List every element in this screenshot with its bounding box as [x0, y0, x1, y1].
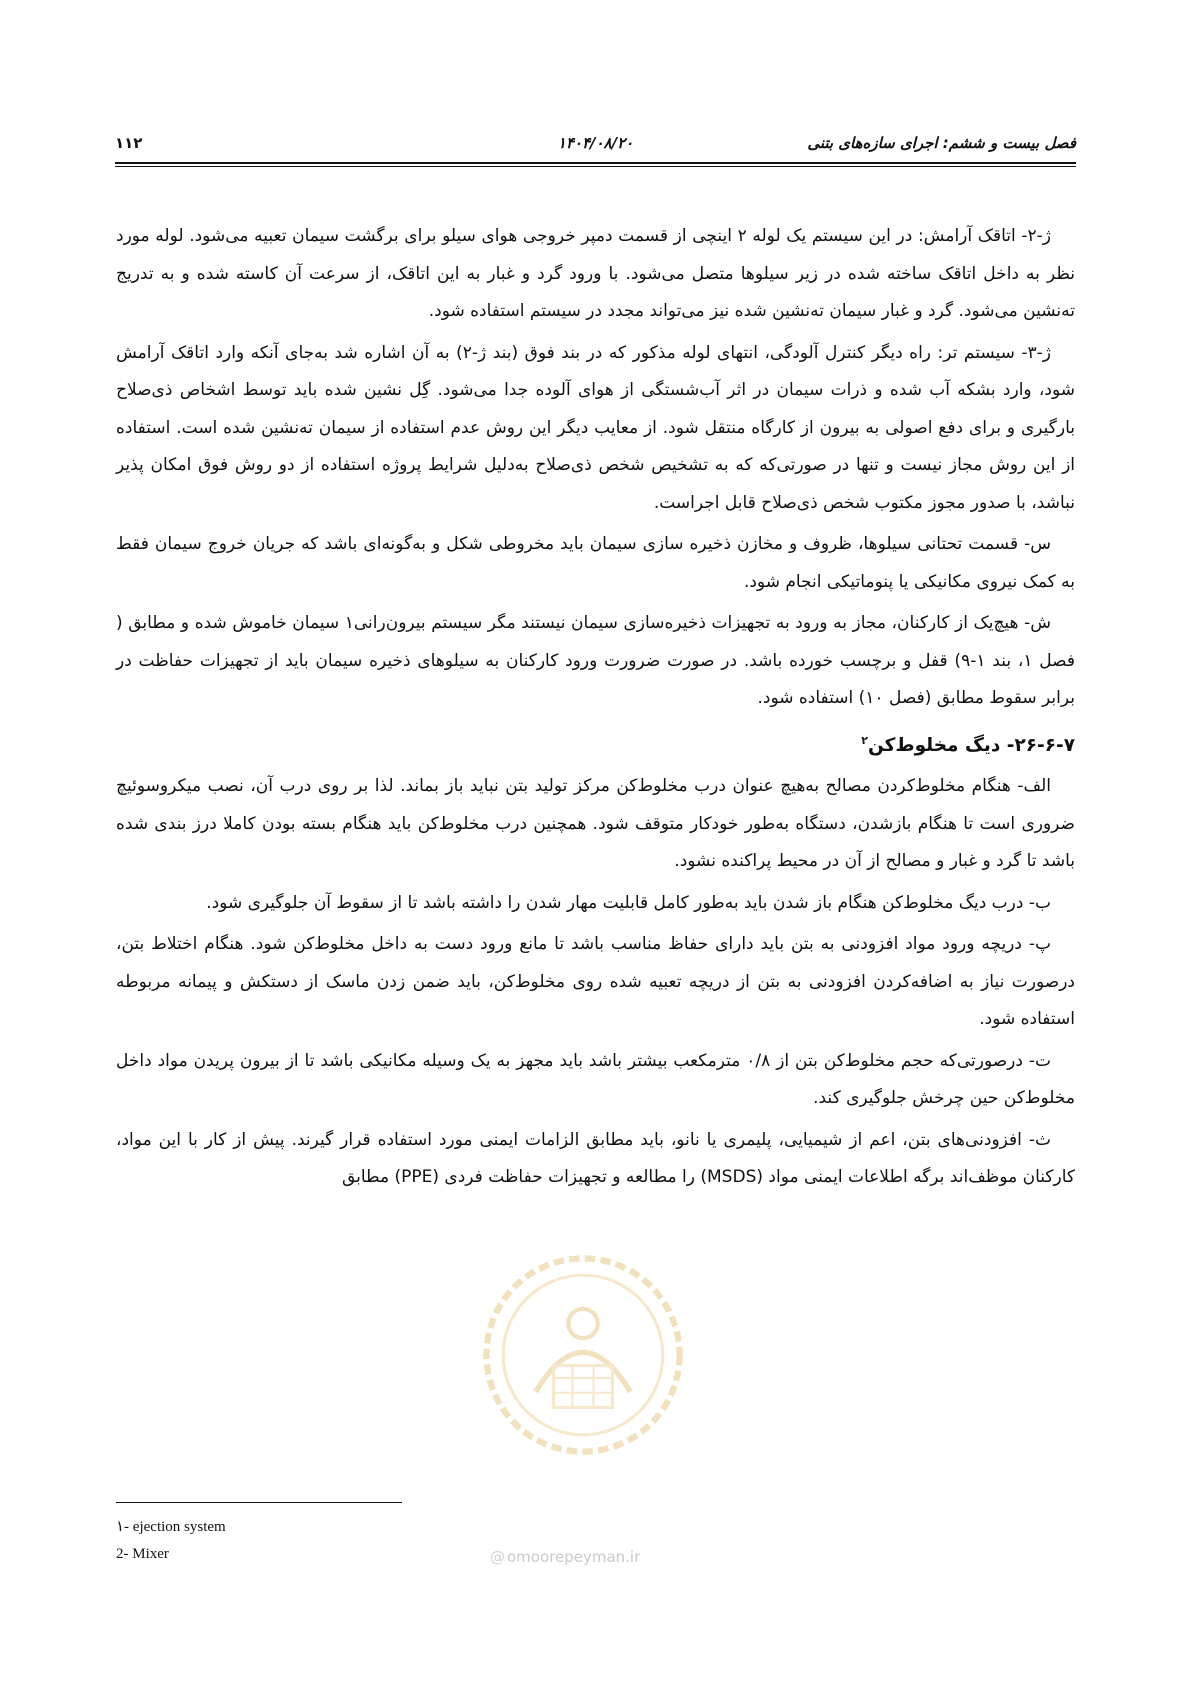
seal-icon — [478, 1250, 688, 1460]
paragraph: ت- درصورتی‌که حجم مخلوط‌کن بتن از ۰/۸ مترمکعب بیشتر باشد باید مجهز به یک وسیله مکانیکی باشد تا از بیرون پریدن مواد داخل مخلوط‌کن حین چرخش جلوگیری کند. — [116, 1050, 1075, 1109]
section-heading-text: ۲۶-۶-۷- دیگ مخلوط‌کن — [867, 734, 1075, 756]
body-text — [116, 218, 1075, 1201]
header-divider — [115, 162, 1076, 167]
header-date: ۱۴۰۴/۰۸/۲۰ — [557, 134, 634, 152]
paragraph: ژ-۲- اتاقک آرامش: در این سیستم یک لوله ۲ اینچی از قسمت دمپر خروجی هوای سیلو برای برگشت سیمان تعبیه می‌شود. لوله مورد نظر به داخل اتاقک ساخته شده در زیر سیلوها متصل می‌شود. با ورود گرد و غبار به این اتاقک، از سرعت آن کاسته شده و به تدریج ته‌نشین می‌شود. گرد و غبار سیمان ته‌نشین شده نیز می‌تواند مجدد در سیستم استفاده شود. — [116, 226, 1075, 321]
paragraph: ژ-۳- سیستم تر: راه دیگر کنترل آلودگی، انتهای لوله مذکور که در بند فوق (بند ژ-۲) به آن اشاره شد به‌جای آنکه وارد اتاقک آرامش شود، وارد بشکه آب شده و ذرات سیمان در اثر آب‌شستگی از هوای آلوده جدا می‌شود. گِل نشین شده باید توسط اشخاص ذی‌صلاح بارگیری و برای دفع اصولی به بیرون از کارگاه منتقل شود. از معایب دیگر این روش عدم استفاده از سیمان ته‌نشین شده است. استفاده از این روش مجاز نیست و تنها در صورتی‌که که به تشخیص شخص ذی‌صلاح به‌دلیل شرایط پروژه استفاده از دو روش فوق امکان پذیر نباشد، با صدور مجوز مکتوب شخص ذی‌صلاح قابل اجراست. — [116, 342, 1075, 513]
section-heading — [116, 722, 1075, 765]
footnotes — [116, 1514, 516, 1568]
page-header — [115, 126, 1076, 160]
chapter-title: فصل بیست و ششم: اجرای سازه‌های بتنی — [807, 134, 1076, 152]
paragraph: پ- دریچه ورود مواد افزودنی به بتن باید دارای حفاظ مناسب باشد تا مانع ورود دست به داخل مخلوط‌کن شود. هنگام اختلاط بتن، درصورت نیاز به اضافه‌کردن افزودنی به بتن از دریچه تعبیه شده روی مخلوط‌کن، باید ضمن زدن ماسک از دستکش و پیمانه مربوطه استفاده شود. — [116, 934, 1075, 1030]
paragraph: ش- هیچ‌یک از کارکنان، مجاز به ورود به تجهیزات ذخیره‌سازی سیمان نیستند مگر سیستم بیرون‌رانی۱ سیمان خاموش شده و مطابق ( فصل ۱، بند ۱-۹) قفل و برچسب خورده باشد. در صورت ضرورت ورود کارکنان به سیلوهای ذخیره سیمان باید از تجهیزات حفاظت در برابر سقوط مطابق (فصل ۱۰) استفاده شود. — [116, 613, 1075, 708]
paragraph: ث- افزودنی‌های بتن، اعم از شیمیایی، پلیمری یا نانو، باید مطابق الزامات ایمنی مورد استفاده قرار گیرند. پیش از کار با این مواد، کارکنان موظف‌اند برگه اطلاعات ایمنی مواد (MSDS) را مطالعه و تجهیزات حفاظت فردی (PPE) مطابق — [116, 1129, 1075, 1188]
page-number: ۱۱۲ — [115, 134, 143, 152]
paragraph: الف- هنگام مخلوط‌کردن مصالح به‌هیچ عنوان درب مخلوط‌کن مرکز تولید بتن نباید باز بماند. لذا بر روی درب آن، نصب میکروسوئیچ ضروری است تا هنگام بازشدن، دستگاه به‌طور خودکار متوقف شود. همچنین درب مخلوط‌کن باید هنگام بسته بودن کاملا درز بندی شده باشد تا گرد و غبار و مصالح از آن در محیط پراکنده نشود. — [116, 776, 1075, 872]
paragraph: س- قسمت تحتانی سیلوها، ظروف و مخازن ذخیره سازی سیمان باید مخروطی شکل و به‌گونه‌ای باشد که جریان خروج سیمان فقط به کمک نیروی مکانیکی یا پنوماتیکی انجام شود. — [116, 534, 1075, 592]
footnote: 2- Mixer — [116, 1546, 169, 1562]
paragraph: ب- درب دیگ مخلوط‌کن هنگام باز شدن باید به‌طور کامل قابلیت مهار شدن را داشته باشد تا از سقوط آن جلوگیری شود. — [206, 892, 1051, 913]
footnote-mark: ۲ — [861, 733, 868, 747]
footnote-divider — [116, 1502, 402, 1503]
footnote: ۱- ejection system — [116, 1519, 226, 1535]
at-icon: @ — [490, 1548, 505, 1566]
watermark-text: omoorepeyman.ir — [507, 1548, 641, 1566]
